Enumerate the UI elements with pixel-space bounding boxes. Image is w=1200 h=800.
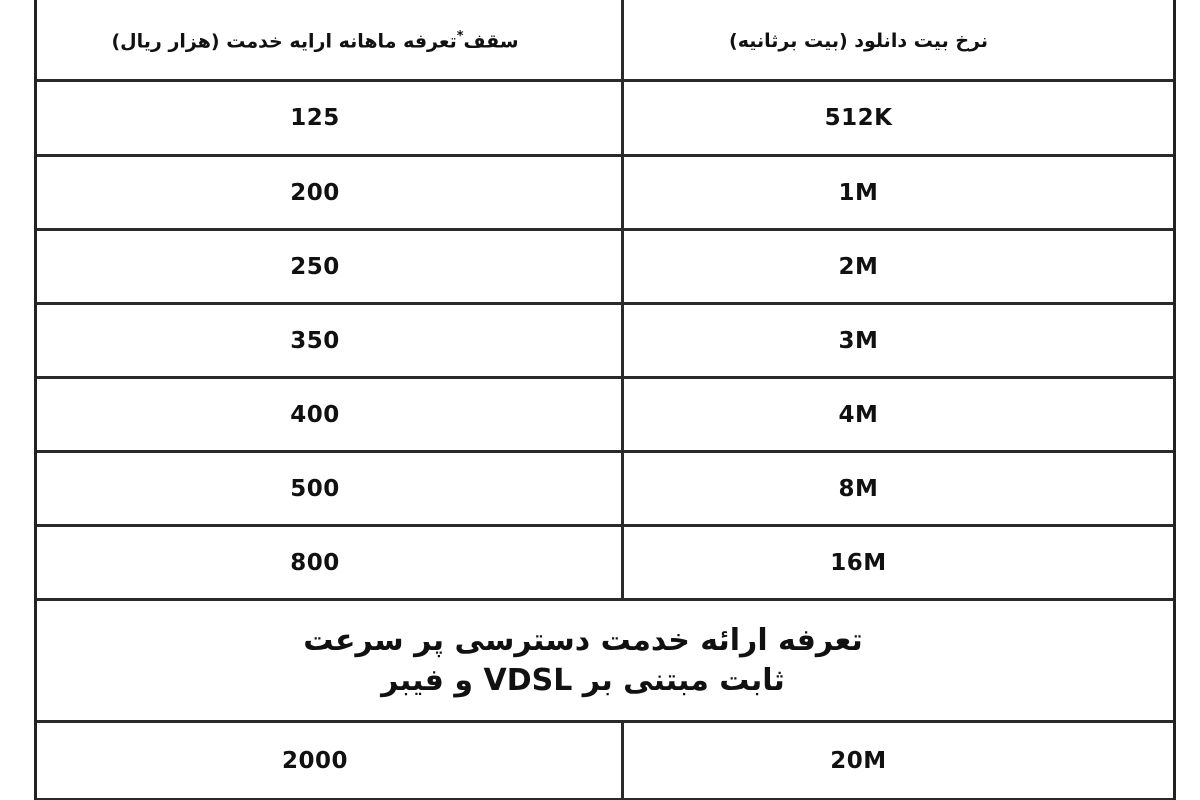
speed-cell xyxy=(624,305,1173,376)
speed-cell xyxy=(624,82,1173,154)
speed-cell xyxy=(624,453,1173,524)
header-cell-tariff-cap xyxy=(37,0,624,79)
tariff-cell xyxy=(37,231,624,302)
table-row xyxy=(37,453,1173,527)
section-heading-row xyxy=(37,601,1173,723)
speed-cell xyxy=(624,379,1173,450)
speed-value: 8M xyxy=(838,475,879,502)
tariff-value: 400 xyxy=(290,401,340,428)
header-cell-download-rate xyxy=(624,0,1173,79)
tariff-value: 350 xyxy=(290,327,340,354)
tariff-cell xyxy=(37,527,624,598)
tariff-table xyxy=(34,0,1176,800)
speed-cell xyxy=(624,723,1173,798)
speed-cell xyxy=(624,231,1173,302)
speed-value: 2M xyxy=(838,253,879,280)
speed-value: 4M xyxy=(838,401,879,428)
table-row xyxy=(37,82,1173,157)
speed-value: 16M xyxy=(830,549,887,576)
tariff-cell xyxy=(37,723,624,798)
tariff-cell xyxy=(37,305,624,376)
tariff-value: 200 xyxy=(290,179,340,206)
table-header-row xyxy=(37,0,1173,82)
speed-cell xyxy=(624,157,1173,228)
table-row xyxy=(37,231,1173,305)
table-row xyxy=(37,157,1173,231)
table-row xyxy=(37,723,1173,800)
table-row xyxy=(37,527,1173,601)
speed-value: 512K xyxy=(824,105,893,131)
speed-cell xyxy=(624,527,1173,598)
tariff-value: 250 xyxy=(290,253,340,280)
speed-value: 1M xyxy=(838,179,879,206)
section-title: تعرفه ارائه خدمت دسترسی پر سرعت ثابت مبتنی بر VDSL و فیبر xyxy=(303,622,863,698)
header-download-rate-label: نرخ بیت دانلود (بیت برثانیه) xyxy=(729,30,988,52)
tariff-cell xyxy=(37,157,624,228)
table-row xyxy=(37,379,1173,453)
tariff-cell xyxy=(37,82,624,154)
tariff-value: 800 xyxy=(290,549,340,576)
tariff-value: 500 xyxy=(290,475,340,502)
table-row xyxy=(37,305,1173,379)
tariff-cell xyxy=(37,453,624,524)
tariff-cell xyxy=(37,379,624,450)
speed-value: 20M xyxy=(830,747,887,774)
speed-value: 3M xyxy=(838,327,879,354)
tariff-value: 2000 xyxy=(281,747,348,774)
tariff-value: 125 xyxy=(290,105,340,131)
header-tariff-cap-label: سقف*تعرفه ماهانه ارایه خدمت (هزار ریال) xyxy=(111,29,519,53)
